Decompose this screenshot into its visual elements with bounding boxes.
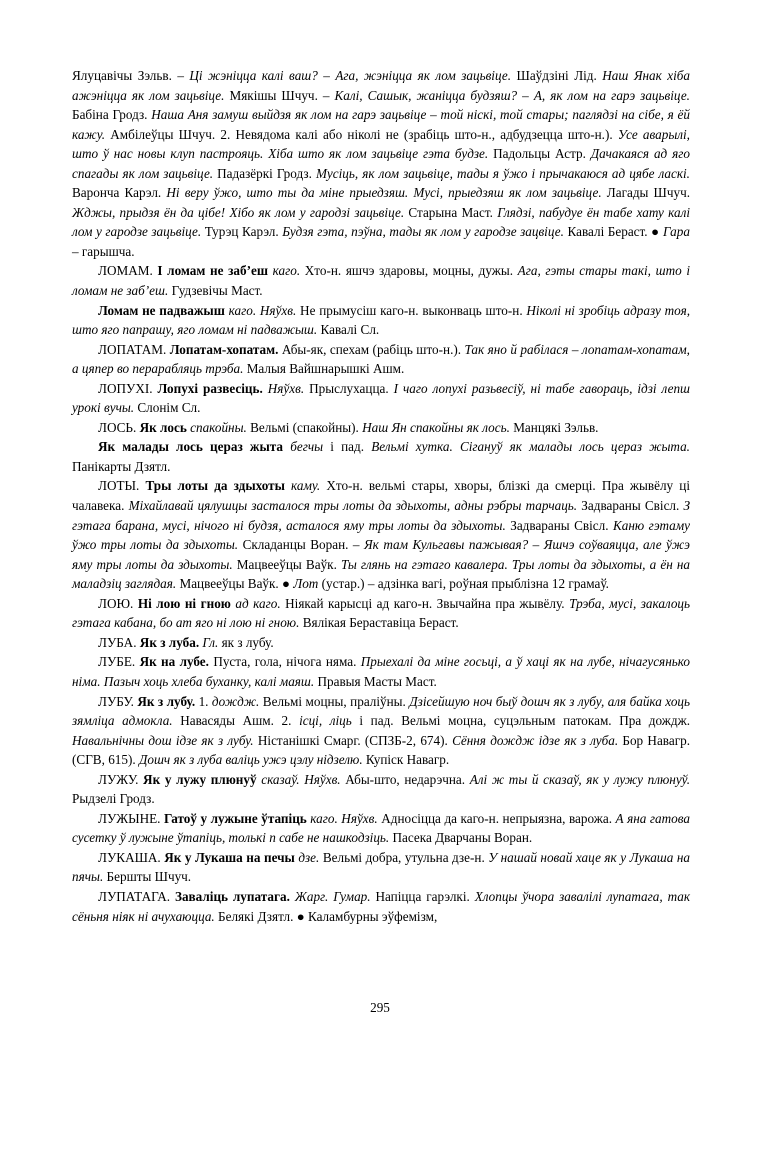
entry-text: (устар.) – адзінка вагі, роўная прыблізна 12 грамаў. (318, 576, 609, 592)
entry-example-italic: Ніколі ні зробіць адразу тоя, што яго папрашу, яго ломам ні падважыш. (72, 302, 690, 338)
entry-text: Манцякі Зэльв. (509, 419, 599, 435)
entry-text: Хто-н. вельмі стары, хворы, блізкі да смерці. Пра жывёлу ці чалавека. (72, 478, 690, 514)
entry-example-italic: Дзісейшую ноч быў дошч як з лубу, аля байка хоць зямліца адмокла. (72, 693, 691, 729)
entry-example-italic: каго. (272, 263, 301, 279)
entry-headphrase: Як лось (139, 419, 187, 435)
entry-example-italic: Ага, гэты стары такі, што і ломам не заб’еш. (72, 263, 690, 299)
entry-text: Ялуцавічы Зэльв. (72, 68, 178, 83)
entry-example-italic: ад каго. (235, 595, 281, 611)
entry-text: Малыя Вайшнарышкі Ашм. (243, 361, 405, 377)
entry-text: Бабіна Гродз. (72, 107, 152, 123)
entry-example-italic: А яна гатова сусетку ў лужыне ўтапіць, толькі п сабе не нашкодзіць. (72, 810, 690, 846)
entry-text: і пад. (323, 439, 372, 455)
entry-text: ЛОЮ. (98, 595, 138, 611)
entry-text: ЛУПАТАГА. (98, 888, 175, 904)
entry-headphrase: Лопухі развесіць. (157, 380, 263, 396)
entry-example-italic: – Ці жэніцца калі ваш? – Ага, жэніцца як лом зацьвіце. (177, 68, 512, 83)
dictionary-entry (72, 633, 690, 653)
entry-example-italic: Наша Аня замуш выйдзя як лом на гарэ зацьвіце – той ніскі, той стары; паглядзі на сібе, я ёй кажу. (72, 107, 691, 142)
entry-example-italic: Алі ж ты й сказаў, як у лужу плюнуў. (469, 771, 690, 787)
entry-example-italic: – Калі, Сашык, жаніцца будзяш? – А, як лом на гарэ зацьвіце. (322, 87, 690, 103)
entry-headphrase: Лопатам-хопатам. (169, 341, 279, 357)
dictionary-entry (72, 261, 690, 300)
dictionary-entry (72, 809, 690, 848)
entry-text: Кавалі Сл. (317, 322, 380, 338)
entry-example-italic: сказаў. Няўхв. (261, 771, 341, 787)
entry-text: Хто-н. яшчэ здаровы, моцны, дужы. (300, 263, 518, 279)
entry-example-italic: Жарг. Гумар. (294, 888, 371, 904)
dictionary-entry (72, 379, 690, 418)
entry-text: Белякі Дзятл. (214, 908, 297, 924)
entry-example-italic: каму. (291, 478, 321, 494)
entry-text: Гудзевічы Маст. (168, 283, 263, 299)
entry-headphrase: Ломам не падважыш (98, 302, 225, 318)
entry-headphrase: Як у лужу плюнуў (143, 771, 257, 787)
entry-text: Шаўдзіні Лід. (511, 68, 603, 83)
entry-text: ЛОМАМ. (98, 263, 158, 279)
entry-text: Пасека Дварчаны Воран. (389, 830, 533, 846)
entry-text: ЛУЖЫНЕ. (98, 810, 164, 826)
entry-text: Турэц Карэл. (201, 224, 283, 240)
entry-headphrase: Ні лою ні гною (137, 595, 231, 611)
entry-example-italic: Ні веру ўжо, што ты да міне прыедзяш. Мусі, прыедзяш як лом зацьвіце. (166, 185, 602, 201)
entry-example-italic: бегчы (290, 439, 324, 455)
entry-headphrase: Тры лоты да здыхоты (145, 478, 285, 494)
dictionary-entry (72, 301, 690, 340)
entry-example-italic: Лот (293, 576, 319, 592)
entry-example-italic: Наш Янак хіба ажэніцца як лом зацьвіце. (72, 68, 690, 103)
entry-text: Панікарты Дзятл. (72, 458, 171, 474)
entry-text: Рыдзелі Гродз. (72, 791, 155, 807)
entry-text: Не прымусіш каго-н. выконваць што-н. (296, 302, 527, 318)
entry-text: Лагады Шчуч. (601, 185, 690, 201)
entry-text: як з лубу. (218, 634, 274, 650)
entry-example-italic: Гл. (202, 634, 219, 650)
entry-example-italic: У нашай новай хаце як у Лукаша на пячы. (72, 849, 690, 885)
entry-text: і пад. Вельмі моцна, суцэльным патокам. Пра дождж. (351, 713, 690, 729)
entry-text: ЛУБА. (98, 634, 140, 650)
entry-text: Падазёркі Гродз. (213, 165, 316, 181)
dictionary-entry (72, 594, 690, 633)
entry-text: Слонім Сл. (134, 400, 201, 416)
entry-text: Варонча Карэл. (72, 185, 167, 201)
entry-text: Амбілеўцы Шчуч. 2. Невядома калі або ніколі не (зрабіць што-н., адбудзецца што-н.). (105, 126, 618, 142)
entry-example-italic: З гэтага барана, мусі, нічого ні будзя, асталося яму тры лоты да здыхоты. (72, 498, 691, 533)
bullet-marker: ● (651, 224, 660, 240)
dictionary-entry (72, 652, 690, 691)
dictionary-entry (72, 848, 690, 887)
entry-example-italic: ісці, ліць (299, 713, 352, 729)
entry-text: Каламбурны эўфемізм, (304, 908, 438, 924)
entry-text: Вельмі (спакойны). (246, 419, 363, 435)
entry-text: ЛОСЬ. (98, 419, 140, 435)
entry-example-italic: І чаго лопухі разьвесіў, ні табе гавораць, ідзі лепш урокі вучы. (72, 380, 690, 416)
dictionary-entry (72, 770, 690, 809)
entry-text: Вельмі добра, утульна дзе-н. (319, 849, 489, 865)
entry-text: Вельмі моцны, праліўны. (259, 693, 410, 709)
entry-example-italic: Будзя гэта, пэўна, тады як лом у гародзе зацвіце. (282, 224, 564, 240)
entry-text: Купіск Навагр. (362, 752, 450, 768)
entry-headphrase: Як на лубе. (139, 654, 209, 670)
entry-example-italic: Вельмі хутка. Сігануў як малады лось цераз жыта. (371, 439, 690, 455)
dictionary-entry (72, 340, 690, 379)
entry-text: ЛОПУХІ. (98, 380, 158, 396)
dictionary-entry (72, 476, 690, 593)
page-number: 295 (370, 1000, 390, 1015)
entry-example-italic: Прыехалі да міне госьці, а ў хаці як на лубе, нічагусянько німа. Пазыч хоць хлеба буханку, калі маяш. (72, 654, 690, 689)
entry-text: Абы-што, недарэчна. (340, 771, 470, 787)
entry-text: Падольцы Астр. (488, 146, 591, 162)
dictionary-entry (72, 887, 690, 926)
entry-text: Складанцы Воран. (238, 537, 353, 553)
entry-example-italic: Ты глянь на гэтаго кавалера. Тры лоты да здыхоты, а ён на маладзіц заглядая. (72, 556, 691, 592)
entry-example-italic: Каню гэтаму ўжо тры лоты да здыхоты. (72, 517, 691, 553)
entry-example-italic: Дачакаяся ад яго спагады як лом зацьвіце. (72, 146, 690, 181)
entry-example-italic: Наш Ян спакойны як лось. (362, 419, 510, 435)
entry-example-italic: Жджы, прыдзя ён да цібе! Хібо як лом у гародзі зацьвіце. (72, 204, 405, 220)
entry-text: Мацвееўцы Ваўк. (232, 556, 342, 572)
entry-headphrase: Як з лубу. (137, 693, 196, 709)
entry-text: ЛОПАТАМ. (98, 341, 170, 357)
entry-text: Мякішы Шчуч. (224, 87, 323, 103)
entry-example-italic: Сёння дождж ідзе як з луба. (452, 732, 619, 748)
entry-headphrase: Як малады лось цераз жыта (98, 439, 284, 455)
entry-headphrase: Як у Лукаша на печы (164, 849, 295, 865)
entry-example-italic: Глядзі, пабудуе ён табе хату калі лом у гародзе зацьвіце. (72, 204, 691, 240)
entry-example-italic: дзе. (298, 849, 320, 865)
entry-text: ЛУБУ. (98, 693, 138, 709)
entry-example-italic: Хлопцы ўчора завалілі лупатага, так сёньня ніяк ні ачухаюцца. (72, 888, 691, 924)
entry-text: ЛУБЕ. (98, 654, 140, 670)
entry-text: Ністанішкі Смарг. (СПЗБ-2, 674). (253, 732, 453, 748)
dictionary-entry (72, 437, 690, 476)
entry-headphrase: І ломам не заб’еш (157, 263, 268, 279)
entry-example-italic: Мусіць, як лом зацьвіце, тады я ўжо і прычакаюся ад цябе ласкі. (315, 165, 690, 181)
dictionary-entries-body (72, 66, 690, 926)
entry-text: – гарышча. (72, 243, 135, 259)
entry-text: Задвараны Свісл. (505, 517, 614, 533)
bullet-marker: ● (296, 908, 305, 924)
entry-text: Адносіцца да каго-н. непрыязна, варожа. (377, 810, 616, 826)
dictionary-entry (72, 418, 690, 438)
entry-text: 1. (195, 693, 212, 709)
entry-example-italic: каго. Няўхв. (310, 810, 378, 826)
entry-example-italic: Усе аварылі, што ў нас новы клуп пастрояць. Хіба што як лом зацьвіце гэта будзе. (72, 126, 690, 162)
entry-example-italic: Міхайлавай цялушцы засталося тры лоты да здыхоты, адны рэбры тарчаць. (128, 498, 578, 514)
entry-headphrase: Гатоў у лужыне ўтапіць (164, 810, 307, 826)
dictionary-entry (72, 66, 690, 261)
entry-example-italic: спакойны. (190, 419, 247, 435)
entry-text: Кавалі Бераст. (563, 224, 652, 240)
entry-example-italic: каго. Няўхв. (228, 302, 297, 318)
entry-text: ЛУКАША. (98, 849, 165, 865)
entry-text: Задвараны Свісл. (577, 498, 684, 514)
entry-text: Бершты Шчуч. (103, 869, 192, 885)
entry-example-italic: Няўхв. (267, 380, 305, 396)
entry-text: Старына Маст. (404, 204, 498, 220)
entry-text: Прыслухацца. (304, 380, 394, 396)
entry-text: ЛОТЫ. (98, 478, 146, 494)
entry-example-italic: дождж. (211, 693, 260, 709)
entry-text: Вялікая Бераставіца Бераст. (299, 615, 459, 631)
dictionary-entry (72, 692, 690, 770)
entry-text: Ніякай карысці ад каго-н. Звычайна пра жывёлу. (280, 595, 570, 611)
entry-example-italic: Трэба, мусі, закалоць гэтага кабана, бо ат яго ні лою ні гною. (72, 595, 691, 631)
entry-text: Пуста, гола, нічога няма. (208, 654, 361, 670)
entry-text: Бор Навагр. (СГВ, 615). (72, 732, 690, 768)
bullet-marker: ● (282, 576, 290, 592)
entry-text: Напіцца гарэлкі. (370, 888, 475, 904)
entry-example-italic: Дошч як з луба валіць ужэ цэлу нідзелю. (138, 752, 363, 768)
entry-text: Мацвееўцы Ваўк. (176, 576, 283, 592)
entry-example-italic: Гара (663, 224, 690, 240)
entry-text: Правыя Масты Маст. (314, 673, 437, 689)
entry-text: Навасяды Ашм. 2. (172, 713, 300, 729)
entry-text: ЛУЖУ. (98, 771, 144, 787)
entry-example-italic: Так яно й рабілася – лопатам-хопатам, а цяпер во перарабляць трэба. (72, 341, 690, 377)
entry-headphrase: Заваліць лупатага. (175, 888, 290, 904)
entry-headphrase: Як з луба. (139, 634, 200, 650)
entry-text: Абы-як, спехам (рабіць што-н.). (278, 341, 465, 357)
entry-example-italic: Навальнічны дош ідзе як з лубу. (72, 732, 254, 748)
entry-example-italic: – Як там Кульгавы пажывая? – Яшчэ соўваяцца, але ўжэ яму тры лоты да здыхоты. (72, 537, 690, 572)
